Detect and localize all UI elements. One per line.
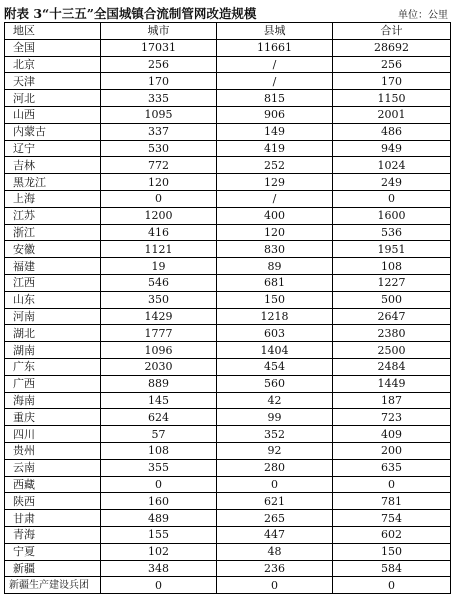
table-row <box>5 342 451 359</box>
county-cell: 1404 <box>217 342 333 359</box>
total-cell: 256 <box>333 56 451 73</box>
region-cell: 贵州 <box>5 442 101 459</box>
table-row <box>5 510 451 527</box>
table-row <box>5 375 451 392</box>
total-cell: 584 <box>333 560 451 577</box>
county-cell: 48 <box>217 543 333 560</box>
city-cell: 335 <box>101 90 217 107</box>
city-cell: 57 <box>101 426 217 443</box>
table-row <box>5 560 451 577</box>
table-row <box>5 325 451 342</box>
county-cell: 252 <box>217 157 333 174</box>
city-cell: 337 <box>101 123 217 140</box>
city-cell: 624 <box>101 409 217 426</box>
region-cell: 天津 <box>5 73 101 90</box>
city-cell: 0 <box>101 476 217 493</box>
city-cell: 120 <box>101 174 217 191</box>
table-row <box>5 157 451 174</box>
city-cell: 889 <box>101 375 217 392</box>
total-cell: 949 <box>333 140 451 157</box>
total-cell: 1024 <box>333 157 451 174</box>
total-cell: 723 <box>333 409 451 426</box>
county-cell: 400 <box>217 207 333 224</box>
county-cell: 1218 <box>217 308 333 325</box>
header-total: 合计 <box>333 23 451 40</box>
county-cell: / <box>217 73 333 90</box>
table-row <box>5 526 451 543</box>
city-cell: 416 <box>101 224 217 241</box>
county-cell: 830 <box>217 241 333 258</box>
table-row <box>5 392 451 409</box>
header-city: 城市 <box>101 23 217 40</box>
city-cell: 355 <box>101 459 217 476</box>
title-row <box>4 2 450 22</box>
total-cell: 1600 <box>333 207 451 224</box>
county-cell: 0 <box>217 476 333 493</box>
county-cell: 42 <box>217 392 333 409</box>
table-row <box>5 190 451 207</box>
total-cell: 0 <box>333 577 451 594</box>
county-cell: 236 <box>217 560 333 577</box>
region-cell: 湖南 <box>5 342 101 359</box>
county-cell: 92 <box>217 442 333 459</box>
total-cell: 2001 <box>333 106 451 123</box>
region-cell: 广西 <box>5 375 101 392</box>
region-cell: 新疆生产建设兵团 <box>5 577 101 594</box>
total-cell: 2500 <box>333 342 451 359</box>
county-cell: 560 <box>217 375 333 392</box>
county-cell: 815 <box>217 90 333 107</box>
city-cell: 1096 <box>101 342 217 359</box>
total-cell: 602 <box>333 526 451 543</box>
total-cell: 2484 <box>333 358 451 375</box>
region-cell: 陕西 <box>5 493 101 510</box>
table-row <box>5 308 451 325</box>
table-row <box>5 174 451 191</box>
county-cell: 265 <box>217 510 333 527</box>
city-cell: 155 <box>101 526 217 543</box>
total-cell: 150 <box>333 543 451 560</box>
table-row <box>5 577 451 594</box>
city-cell: 0 <box>101 190 217 207</box>
region-cell: 河南 <box>5 308 101 325</box>
city-cell: 170 <box>101 73 217 90</box>
county-cell: 447 <box>217 526 333 543</box>
total-cell: 500 <box>333 291 451 308</box>
table-row <box>5 543 451 560</box>
table-row <box>5 106 451 123</box>
header-region: 地区 <box>5 23 101 40</box>
county-cell: 99 <box>217 409 333 426</box>
table-row <box>5 409 451 426</box>
city-cell: 350 <box>101 291 217 308</box>
county-cell: 280 <box>217 459 333 476</box>
data-table <box>4 22 451 594</box>
county-cell: 621 <box>217 493 333 510</box>
table-row <box>5 493 451 510</box>
table-row <box>5 207 451 224</box>
total-cell: 108 <box>333 258 451 275</box>
region-cell: 浙江 <box>5 224 101 241</box>
total-cell: 170 <box>333 73 451 90</box>
table-row <box>5 274 451 291</box>
city-cell: 0 <box>101 577 217 594</box>
table-row <box>5 358 451 375</box>
region-cell: 甘肃 <box>5 510 101 527</box>
region-cell: 黑龙江 <box>5 174 101 191</box>
total-cell: 28692 <box>333 39 451 56</box>
region-cell: 广东 <box>5 358 101 375</box>
total-cell: 2647 <box>333 308 451 325</box>
county-cell: 454 <box>217 358 333 375</box>
table-row <box>5 442 451 459</box>
table-body <box>5 39 451 593</box>
table-row <box>5 258 451 275</box>
county-cell: 603 <box>217 325 333 342</box>
city-cell: 108 <box>101 442 217 459</box>
table-row <box>5 90 451 107</box>
county-cell: 150 <box>217 291 333 308</box>
region-cell: 山东 <box>5 291 101 308</box>
total-cell: 536 <box>333 224 451 241</box>
region-cell: 内蒙古 <box>5 123 101 140</box>
city-cell: 1429 <box>101 308 217 325</box>
county-cell: 0 <box>217 577 333 594</box>
total-cell: 486 <box>333 123 451 140</box>
region-cell: 四川 <box>5 426 101 443</box>
total-cell: 0 <box>333 476 451 493</box>
region-cell: 宁夏 <box>5 543 101 560</box>
total-cell: 2380 <box>333 325 451 342</box>
table-row <box>5 224 451 241</box>
total-cell: 249 <box>333 174 451 191</box>
total-cell: 1951 <box>333 241 451 258</box>
city-cell: 2030 <box>101 358 217 375</box>
region-cell: 新疆 <box>5 560 101 577</box>
table-row <box>5 476 451 493</box>
city-cell: 160 <box>101 493 217 510</box>
total-cell: 1227 <box>333 274 451 291</box>
table-row <box>5 426 451 443</box>
county-cell: 906 <box>217 106 333 123</box>
region-cell: 云南 <box>5 459 101 476</box>
county-cell: 11661 <box>217 39 333 56</box>
region-cell: 江苏 <box>5 207 101 224</box>
region-cell: 北京 <box>5 56 101 73</box>
city-cell: 546 <box>101 274 217 291</box>
city-cell: 1121 <box>101 241 217 258</box>
table-row <box>5 39 451 56</box>
region-cell: 湖北 <box>5 325 101 342</box>
region-cell: 江西 <box>5 274 101 291</box>
region-cell: 辽宁 <box>5 140 101 157</box>
table-row <box>5 241 451 258</box>
total-cell: 409 <box>333 426 451 443</box>
region-cell: 全国 <box>5 39 101 56</box>
header-county: 县城 <box>217 23 333 40</box>
total-cell: 187 <box>333 392 451 409</box>
table-row <box>5 459 451 476</box>
city-cell: 489 <box>101 510 217 527</box>
city-cell: 17031 <box>101 39 217 56</box>
region-cell: 河北 <box>5 90 101 107</box>
city-cell: 530 <box>101 140 217 157</box>
city-cell: 1200 <box>101 207 217 224</box>
county-cell: 149 <box>217 123 333 140</box>
city-cell: 1777 <box>101 325 217 342</box>
table-row <box>5 140 451 157</box>
total-cell: 1150 <box>333 90 451 107</box>
region-cell: 西藏 <box>5 476 101 493</box>
county-cell: 352 <box>217 426 333 443</box>
city-cell: 145 <box>101 392 217 409</box>
region-cell: 吉林 <box>5 157 101 174</box>
county-cell: 120 <box>217 224 333 241</box>
city-cell: 256 <box>101 56 217 73</box>
city-cell: 348 <box>101 560 217 577</box>
county-cell: 89 <box>217 258 333 275</box>
county-cell: / <box>217 56 333 73</box>
total-cell: 754 <box>333 510 451 527</box>
total-cell: 635 <box>333 459 451 476</box>
city-cell: 772 <box>101 157 217 174</box>
table-title: 附表 3“十三五”全国城镇合流制管网改造规模 <box>4 6 257 21</box>
table-row <box>5 56 451 73</box>
header-row <box>5 23 451 40</box>
table-row <box>5 73 451 90</box>
region-cell: 福建 <box>5 258 101 275</box>
total-cell: 200 <box>333 442 451 459</box>
region-cell: 上海 <box>5 190 101 207</box>
unit-label: 单位：公里 <box>398 10 448 21</box>
total-cell: 1449 <box>333 375 451 392</box>
city-cell: 1095 <box>101 106 217 123</box>
table-row <box>5 123 451 140</box>
region-cell: 山西 <box>5 106 101 123</box>
total-cell: 0 <box>333 190 451 207</box>
table-row <box>5 291 451 308</box>
total-cell: 781 <box>333 493 451 510</box>
city-cell: 19 <box>101 258 217 275</box>
region-cell: 海南 <box>5 392 101 409</box>
region-cell: 重庆 <box>5 409 101 426</box>
county-cell: 681 <box>217 274 333 291</box>
region-cell: 青海 <box>5 526 101 543</box>
county-cell: 419 <box>217 140 333 157</box>
county-cell: / <box>217 190 333 207</box>
city-cell: 102 <box>101 543 217 560</box>
region-cell: 安徽 <box>5 241 101 258</box>
county-cell: 129 <box>217 174 333 191</box>
